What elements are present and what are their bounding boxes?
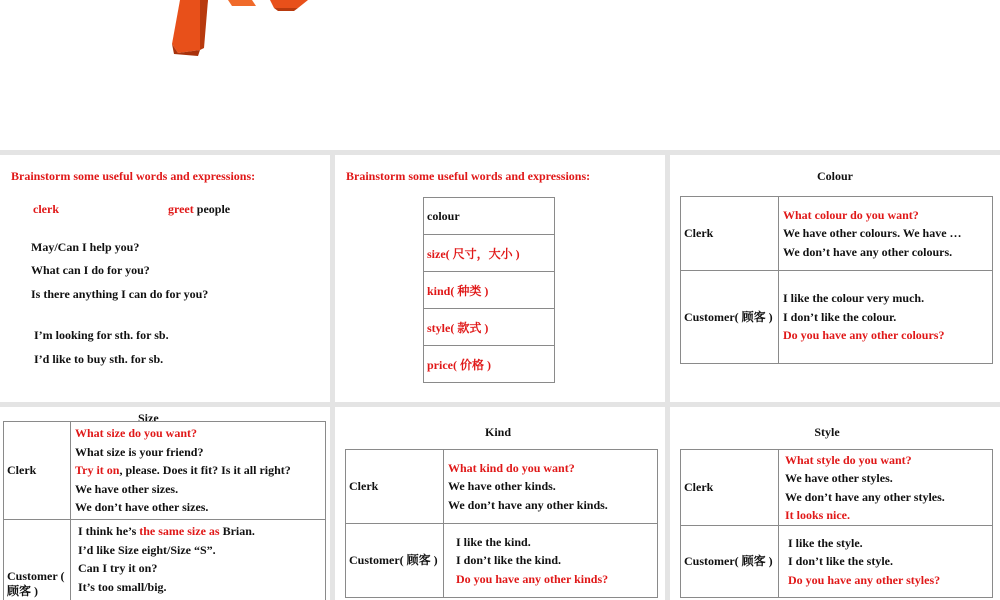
clerk-label: Clerk: [346, 450, 444, 524]
word-cell-price: price( 价格 ): [424, 346, 555, 383]
clerk-label: Clerk: [681, 450, 779, 526]
clerk-line: We don’t have any other styles.: [785, 489, 945, 504]
clerk-line: We have other styles.: [785, 471, 893, 485]
customer-line: Can I try it on?: [78, 561, 158, 575]
clerk-lines: [779, 197, 993, 271]
clerk-label: Clerk: [681, 197, 779, 271]
customer-line: It’s too small/big.: [78, 579, 167, 594]
orange-3d-letter-logo: [170, 0, 310, 56]
customer-line: I like the kind.: [456, 534, 531, 549]
word-table: [423, 197, 555, 383]
customer-label: Customer( 顾客 ): [681, 526, 779, 598]
clerk-line: What size do you want?: [75, 426, 198, 441]
customer-lines: [444, 524, 658, 598]
word-clerk: clerk: [33, 202, 59, 216]
top-slide-area: [0, 0, 1000, 150]
clerk-lines: [444, 450, 658, 524]
clerk-line: What size is your friend?: [75, 444, 204, 459]
word-cell-style: style( 款式 ): [424, 309, 555, 346]
customer-line: I like the style.: [788, 535, 863, 550]
size-table: [3, 421, 326, 600]
slide-kind: [335, 407, 665, 600]
clerk-line: It looks nice.: [785, 508, 851, 522]
customer-lines: [779, 526, 993, 598]
statement-line: I’m looking for sth. for sb.: [34, 328, 169, 342]
clerk-line-rest: , please. Does it fit? Is it all right?: [119, 463, 291, 478]
question-line: What can I do for you?: [31, 263, 150, 277]
customer-lines: [71, 520, 326, 600]
word-people: people: [193, 202, 231, 216]
slide-brainstorm-words: [335, 155, 665, 402]
clerk-line: What kind do you want?: [448, 460, 575, 475]
customer-label: Customer( 顾客 ): [681, 271, 779, 364]
try-it-on-phrase: Try it on: [75, 463, 120, 478]
slide-title: Style: [814, 425, 840, 439]
customer-label: Customer( 顾客 ): [346, 524, 444, 598]
slide-heading: Brainstorm some useful words and expressions:: [11, 169, 256, 183]
question-line: May/Can I help you?: [31, 240, 140, 254]
customer-line: I’d like Size eight/Size “S”.: [78, 542, 216, 557]
clerk-line: We don’t have any other kinds.: [448, 497, 608, 512]
customer-line: I like the colour very much.: [783, 291, 925, 306]
slide-heading: Brainstorm some useful words and expressions:: [346, 169, 591, 183]
clerk-line: We have other colours. We have …: [783, 226, 962, 241]
customer-line-pre: I think he’s: [78, 524, 140, 538]
clerk-lines: [779, 450, 993, 526]
word-cell-colour: colour: [424, 198, 555, 235]
customer-label: Customer ( 顾客 ): [4, 520, 71, 600]
slide-title: Colour: [817, 169, 853, 183]
customer-lines: [779, 271, 993, 364]
slide-style: [670, 407, 1000, 600]
word-cell-size: size( 尺寸，大小 ): [424, 235, 555, 272]
clerk-line: What colour do you want?: [783, 207, 919, 222]
customer-line-post: Brian.: [219, 524, 255, 538]
question-line: Is there anything I can do for you?: [31, 287, 209, 301]
clerk-line-try-it-on: [75, 461, 325, 480]
clerk-line: What style do you want?: [785, 452, 912, 467]
customer-line: Do you have any other colours?: [783, 328, 945, 343]
customer-line-same-size: [78, 522, 325, 541]
clerk-lines: [71, 422, 326, 520]
slide-colour: [670, 155, 1000, 402]
clerk-line: We have other kinds.: [448, 479, 556, 494]
clerk-line: We don’t have other sizes.: [75, 500, 209, 515]
slide-size: [0, 407, 330, 600]
customer-line: Do you have any other kinds?: [456, 571, 609, 586]
customer-line: I don’t like the kind.: [456, 553, 562, 568]
customer-line: I don’t like the style.: [788, 554, 893, 569]
colour-table: [680, 196, 993, 364]
customer-line: I don’t like the colour.: [783, 309, 897, 324]
clerk-label: Clerk: [4, 422, 71, 520]
customer-line: Do you have any other styles?: [788, 572, 941, 587]
clerk-line: We have other sizes.: [75, 481, 179, 496]
slide-title: Size: [138, 411, 159, 425]
slide-brainstorm-expressions: [0, 155, 330, 402]
word-greet-people: [168, 202, 230, 217]
kind-table: [345, 449, 658, 598]
word-cell-kind: kind( 种类 ): [424, 272, 555, 309]
slide-title: Kind: [484, 425, 511, 439]
statement-line: I’d like to buy sth. for sb.: [34, 352, 164, 366]
word-greet: greet: [168, 202, 194, 216]
style-table: [680, 449, 993, 598]
same-size-phrase: the same size as: [139, 524, 220, 538]
clerk-line: We don’t have any other colours.: [783, 244, 953, 259]
